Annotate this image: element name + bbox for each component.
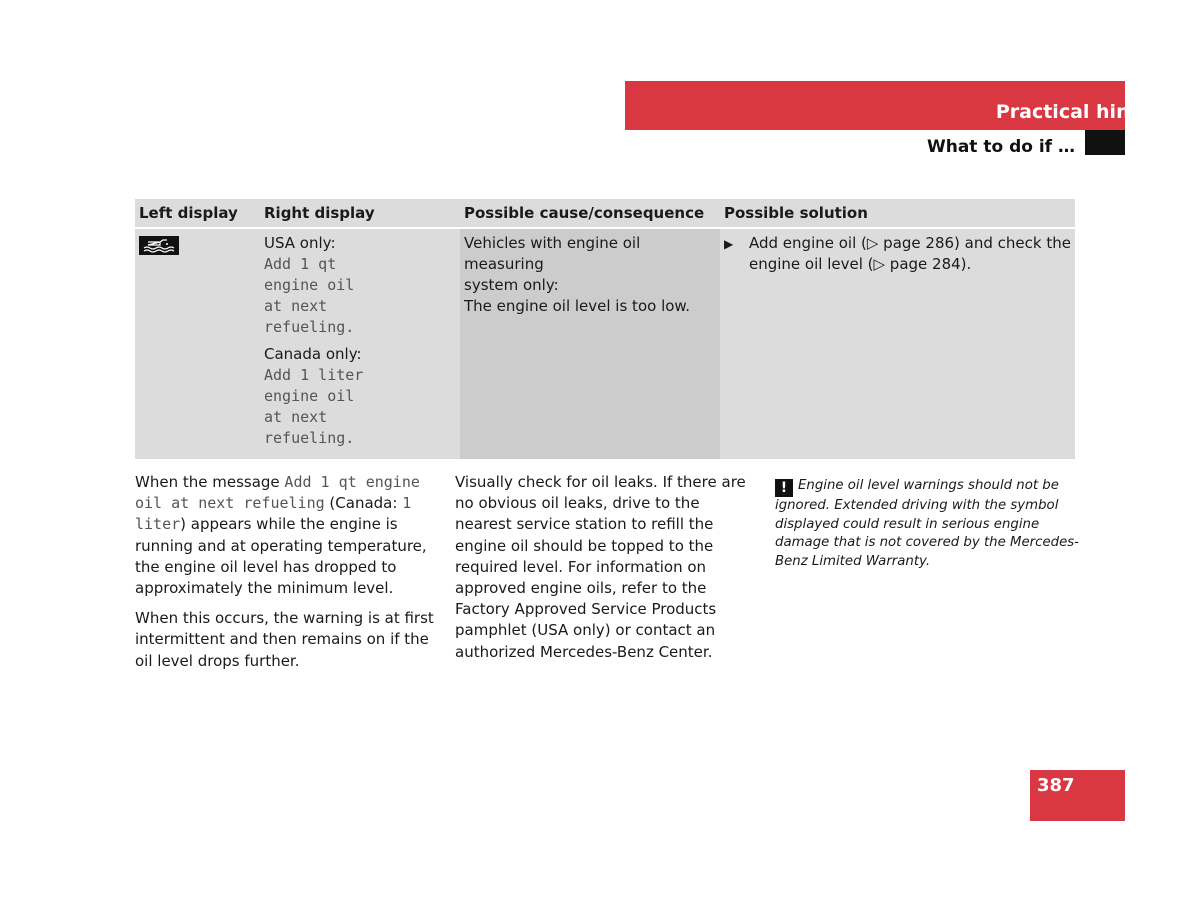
warning-exclamation-icon: ! [775,479,793,497]
usa-message-line: engine oil [264,276,355,294]
solution-cell [720,228,1075,459]
subsection-title: What to do if … [926,137,1075,157]
body-column-1 [135,472,440,681]
solution-line: Add engine oil (▷ page 286) and check the [749,234,1071,252]
usa-message-line: refueling. [264,318,355,336]
usa-display-block [264,233,456,338]
solution-line: engine oil level (▷ page 284). [749,255,972,273]
display-messages-table [135,199,1075,459]
table-row [135,228,1075,459]
paragraph: When this occurs, the warning is at first intermittent and then remains on if the oil level drops further. [135,609,434,670]
usa-message-line: at next [264,297,328,315]
page-number: 387 [1037,775,1075,796]
canada-display-block [264,344,456,449]
solution-item [724,233,1071,275]
canada-message-line: refueling. [264,429,355,447]
col-header-solution: Possible solution [720,199,1075,228]
engine-oil-level-icon [139,236,179,255]
display-message-inline: Add 1 qt engine oil at next refueling [135,473,420,513]
paragraph: Visually check for oil leaks. If there are no obvious oil leaks, drive to the nearest service station to refill the engine oil should be topped to the required level. For information on approved engine oils, refer to the Factory Approved Service Products pamphlet (USA only) or contact an authorized Mercedes-Benz Center. [455,473,746,661]
cause-line: The engine oil level is too low. [464,297,691,315]
canada-message-line: at next [264,408,328,426]
col-header-left-display: Left display [135,199,260,228]
cause-cell [460,228,720,459]
canada-message-line: Add 1 liter [264,366,364,384]
section-title: Practical hints [995,101,1150,123]
warning-text: Engine oil level warnings should not be ignored. Extended driving with the symbol displayed could result in serious engine damage that is not covered by the Mercedes-Benz Limited Warranty. [775,478,1079,569]
canada-label: Canada only: [264,345,362,363]
text-run: ) appears while the engine is running and at operating temperature, the engine oil level has dropped to approximately the minimum level. [135,515,427,598]
solution-text [749,233,1071,275]
canada-message-line: engine oil [264,387,355,405]
table-header-row [135,199,1075,228]
body-column-2 [455,472,760,672]
bullet-triangle-icon: ▶ [724,237,734,251]
paragraph [135,472,440,599]
text-run: When the message [135,473,285,491]
usa-message-line: Add 1 qt [264,255,337,273]
cause-line: system only: [464,276,559,294]
col-header-cause: Possible cause/consequence [460,199,720,228]
text-run: (Canada: [324,494,403,513]
right-display-cell [260,228,460,459]
header-marker-block [1085,130,1125,155]
display-message-inline: 1 liter [135,494,412,534]
cause-line: Vehicles with engine oil measuring [464,234,641,273]
col-header-right-display: Right display [260,199,460,228]
usa-label: USA only: [264,234,336,252]
warning-note [775,477,1080,571]
left-display-cell [135,228,260,459]
